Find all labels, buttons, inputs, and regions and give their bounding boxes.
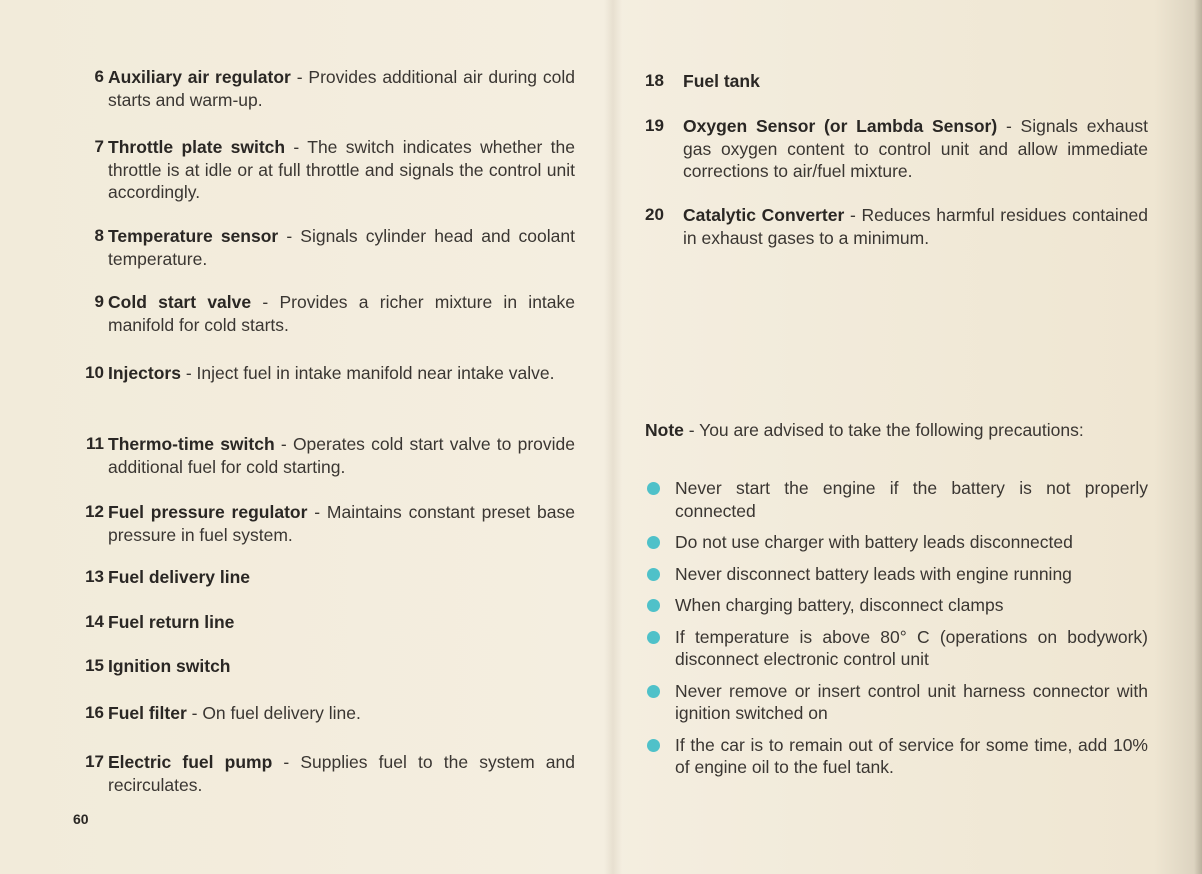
precaution-item xyxy=(645,563,1148,586)
item-number: 17 xyxy=(85,752,104,771)
item-number: 12 xyxy=(85,502,104,521)
list-item-19 xyxy=(645,115,1148,183)
item-text xyxy=(108,566,575,589)
precaution-text: Do not use charger with battery leads disconnected xyxy=(675,532,1073,552)
item-number: 18 xyxy=(645,71,664,90)
note-paragraph xyxy=(645,419,1148,442)
item-description: - Signals exhaust gas oxygen content to control unit and allow immediate corrections to air/fuel mixture. xyxy=(683,116,1148,181)
item-term: Injectors xyxy=(108,363,181,383)
item-text xyxy=(108,66,575,111)
precaution-text: When charging battery, disconnect clamps xyxy=(675,595,1004,615)
item-number: 14 xyxy=(85,612,104,631)
precaution-item xyxy=(645,734,1148,779)
item-term: Cold start valve xyxy=(108,292,252,312)
item-number: 7 xyxy=(94,137,104,156)
bullet-dot-icon xyxy=(645,563,675,586)
item-description: - Maintains constant preset base pressure in fuel system. xyxy=(108,502,575,545)
bullet-dot-icon xyxy=(645,477,675,522)
bullet-dot-icon xyxy=(645,594,675,617)
page-number: 60 xyxy=(73,811,89,827)
precaution-text: Never remove or insert control unit harness connector with ignition switched on xyxy=(675,680,1148,723)
precaution-text: Never disconnect battery leads with engine running xyxy=(675,563,1072,584)
item-number: 20 xyxy=(645,205,664,224)
list-item-6 xyxy=(70,66,575,111)
item-number: 6 xyxy=(94,67,104,86)
list-item-9 xyxy=(70,291,575,336)
precaution-item xyxy=(645,531,1148,554)
item-description: - On fuel delivery line. xyxy=(186,703,361,723)
precaution-item xyxy=(645,477,1148,522)
bullet-dot-icon xyxy=(645,680,675,725)
item-text xyxy=(683,70,1148,93)
item-term: Thermo-time switch xyxy=(108,434,275,454)
precaution-item xyxy=(645,594,1148,617)
note-label: Note xyxy=(645,420,684,440)
item-term: Electric fuel pump xyxy=(108,752,273,772)
item-term: Fuel return line xyxy=(108,612,235,632)
list-item-11 xyxy=(70,433,575,478)
item-text xyxy=(108,136,575,204)
list-item-16 xyxy=(70,702,575,725)
item-text xyxy=(108,433,575,478)
precaution-text: Never start the engine if the battery is not properly connected xyxy=(675,478,1148,521)
item-number: 10 xyxy=(85,363,104,382)
item-term: Fuel tank xyxy=(683,71,760,91)
item-description: - Reduces harmful residues contained in exhaust gases to a minimum. xyxy=(683,205,1148,248)
list-item-12 xyxy=(70,501,575,546)
item-description: - Signals cylinder head and coolant temperature. xyxy=(108,226,575,269)
item-description: - Inject fuel in intake manifold near intake valve. xyxy=(180,363,555,383)
list-item-13 xyxy=(70,566,575,589)
note-text: - You are advised to take the following precautions: xyxy=(683,420,1084,440)
book-spine-shadow xyxy=(604,0,622,874)
precaution-item xyxy=(645,680,1148,725)
page-edge-shadow xyxy=(1194,0,1202,874)
item-text xyxy=(108,501,575,546)
item-description: - Operates cold start valve to provide additional fuel for cold starting. xyxy=(108,434,576,477)
item-number: 16 xyxy=(85,703,104,722)
item-text xyxy=(108,611,575,634)
list-item-7 xyxy=(70,136,575,204)
item-text xyxy=(108,751,575,796)
item-text xyxy=(108,702,575,725)
item-text xyxy=(683,115,1148,183)
precaution-item xyxy=(645,626,1148,671)
list-item-8 xyxy=(70,225,575,270)
list-item-15 xyxy=(70,655,575,678)
item-term: Fuel filter xyxy=(108,703,187,723)
item-number: 8 xyxy=(94,226,104,245)
item-description: - Supplies fuel to the system and recirculates. xyxy=(108,752,575,795)
item-term: Ignition switch xyxy=(108,656,231,676)
item-number: 9 xyxy=(94,292,104,311)
item-term: Fuel delivery line xyxy=(108,567,250,587)
precaution-text: If temperature is above 80° C (operations on bodywork) disconnect electronic control unit xyxy=(675,626,1148,669)
item-number: 19 xyxy=(645,116,664,135)
list-item-10 xyxy=(70,362,575,385)
bullet-dot-icon xyxy=(645,734,675,779)
item-term: Oxygen Sensor (or Lambda Sensor) xyxy=(683,116,998,136)
item-term: Catalytic Converter xyxy=(683,205,845,225)
item-term: Auxiliary air regulator xyxy=(108,67,291,87)
bullet-dot-icon xyxy=(645,531,675,554)
item-term: Throttle plate switch xyxy=(108,137,286,157)
item-description: - Provides a richer mixture in intake manifold for cold starts. xyxy=(108,292,575,335)
item-number: 13 xyxy=(85,567,104,586)
item-text xyxy=(108,225,575,270)
item-text xyxy=(108,362,575,385)
item-description: - Provides additional air during cold starts and warm-up. xyxy=(108,67,575,110)
item-number: 15 xyxy=(85,656,104,675)
item-text xyxy=(108,655,575,678)
bullet-dot-icon xyxy=(645,626,675,671)
item-term: Fuel pressure regulator xyxy=(108,502,308,522)
list-item-20 xyxy=(645,204,1148,249)
precaution-text: If the car is to remain out of service for some time, add 10% of engine oil to the fuel tank. xyxy=(675,734,1148,777)
item-text xyxy=(683,204,1148,249)
item-text xyxy=(108,291,575,336)
item-description: - The switch indicates whether the throttle is at idle or at full throttle and signals the control unit accordingly. xyxy=(108,137,575,202)
list-item-14 xyxy=(70,611,575,634)
item-term: Temperature sensor xyxy=(108,226,279,246)
item-number: 11 xyxy=(86,434,104,453)
list-item-17 xyxy=(70,751,575,796)
list-item-18 xyxy=(645,70,1148,93)
precautions-list xyxy=(645,477,1148,788)
